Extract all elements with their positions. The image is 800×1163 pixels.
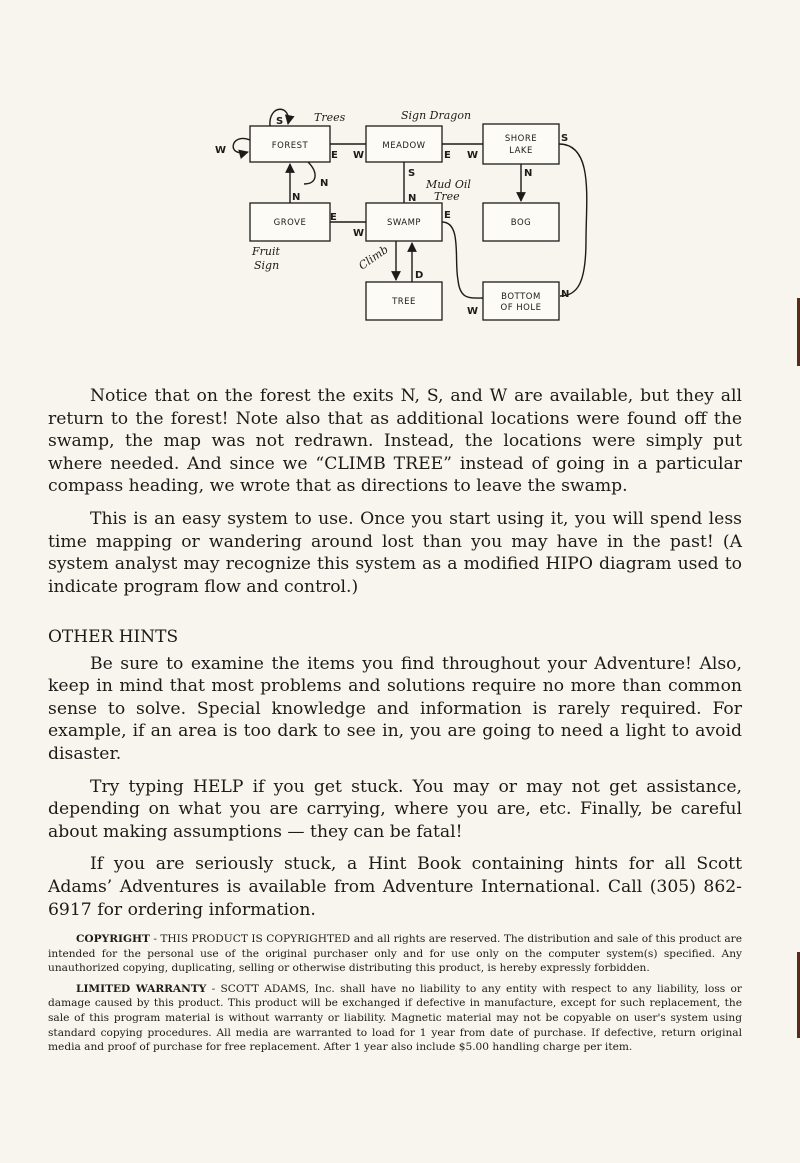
dir-s-meadow: S: [408, 168, 416, 179]
paragraph: Be sure to examine the items you find throughout your Adventure! Also, keep in mind that most problems and solutions require no more than common sense to solve. Special knowledge and information is rarely required. For example, if an area is too dark to see in, you are going to need a light to avoid disaster.: [48, 653, 742, 764]
paragraph: Notice that on the forest the exits N, S, and W are available, but they all return to the forest! Note also that as additional locations were found off the swamp, the map was not redrawn. Instead, the locations were simply put where needed. And since we “CLIMB TREE” instead of going in a particular compass heading, we wrote that as directions to leave the swamp.: [48, 386, 742, 497]
shore-hole-link: [559, 144, 587, 296]
svg-text:BOTTOM: BOTTOM: [501, 292, 541, 302]
paragraph: Try typing HELP if you get stuck. You may or may not get assistance, depending on what you are carrying, where you are, etc. Finally, be careful about making assumptions — they can be fatal!: [48, 776, 742, 842]
room-bog: [483, 203, 559, 241]
dir-w-meadow: W: [353, 150, 365, 161]
dir-w-hole: W: [467, 306, 479, 317]
copyright-notice: COPYRIGHT - THIS PRODUCT IS COPYRIGHTED and all rights are reserved. The distribution and sale of this product are intended for the personal use of the original purchaser only and for use only on the computer system(s) specified. Any unauthorized copying, duplicating, selling or otherwise distributing this product, is hereby expressly forbidden.: [48, 933, 742, 975]
dir-s-forest: S: [276, 116, 284, 127]
room-swamp: [366, 203, 442, 241]
room-bottom-of-hole: [483, 282, 559, 320]
dir-w-swamp: W: [353, 228, 365, 239]
dir-n-bog: N: [524, 168, 533, 179]
note-sign: Sign: [254, 259, 280, 272]
forest-west-loop: [233, 138, 250, 152]
paragraph: If you are seriously stuck, a Hint Book containing hints for all Scott Adams’ Adventures is available from Adventure International. Call (305) 862-6917 for ordering information.: [48, 854, 742, 920]
dir-s-shore: S: [561, 133, 569, 144]
legal-notices: [48, 932, 742, 1061]
warranty-notice: LIMITED WARRANTY - SCOTT ADAMS, Inc. shall have no liability to any entity with respect to any liability, loss or damage caused by this product. This product will be exchanged if defective in manufacture, except for such replacement, the sale of this program material is without warranty or liability. Magnetic material may not be copyable on user's system using standard copying procedures. All media are warranted to load for 1 year from date of purchase. If defective, return original media and proof of purchase for free replacement. After 1 year also include $5.00 handling charge per item.: [48, 982, 742, 1054]
note-tree: Tree: [434, 190, 460, 203]
section-heading: OTHER HINTS: [48, 627, 179, 647]
svg-text:TREE: TREE: [392, 297, 416, 307]
svg-text:GROVE: GROVE: [273, 218, 307, 228]
adventure-map-diagram: [0, 0, 800, 380]
svg-text:FOREST: FOREST: [271, 141, 309, 151]
dir-e-meadow: E: [444, 150, 451, 161]
room-forest: [250, 126, 330, 162]
note-climb: Climb: [356, 242, 391, 273]
svg-text:OF HOLE: OF HOLE: [500, 303, 542, 313]
dir-d-tree: D: [415, 270, 424, 281]
svg-text:SHORE: SHORE: [504, 134, 538, 144]
svg-text:MEADOW: MEADOW: [382, 141, 426, 151]
dir-w-shore: W: [467, 150, 479, 161]
dir-n-hole: N: [561, 289, 570, 300]
dir-e-forest: E: [331, 150, 338, 161]
dir-e-swamp: E: [444, 210, 451, 221]
note-mud-oil: Mud Oil: [426, 178, 471, 191]
room-tree: [366, 282, 442, 320]
svg-text:LAKE: LAKE: [509, 146, 533, 156]
svg-text:SWAMP: SWAMP: [386, 218, 422, 228]
forest-north-loop: [304, 162, 315, 184]
dir-w-forest: W: [215, 145, 227, 156]
note-fruit: Fruit: [252, 245, 280, 258]
room-shore-lake: [483, 124, 559, 164]
room-meadow: [366, 126, 442, 162]
svg-text:BOG: BOG: [510, 218, 532, 228]
dir-n-forest-loop: N: [320, 178, 329, 189]
note-trees: Trees: [314, 111, 346, 124]
dir-e-grove: E: [330, 212, 337, 223]
swamp-hole-link: [442, 222, 483, 298]
room-grove: [250, 203, 330, 241]
dir-n-grove: N: [292, 192, 301, 203]
dir-n-swamp: N: [408, 193, 417, 204]
note-sign-dragon: Sign Dragon: [401, 109, 472, 122]
map-explanation: [48, 385, 742, 608]
other-hints-section: [48, 626, 742, 931]
paragraph: This is an easy system to use. Once you start using it, you will spend less time mapping or wandering around lost than you may have in the past! (A system analyst may recognize this system as a modified HIPO diagram used to indicate program flow and control.): [48, 508, 742, 597]
